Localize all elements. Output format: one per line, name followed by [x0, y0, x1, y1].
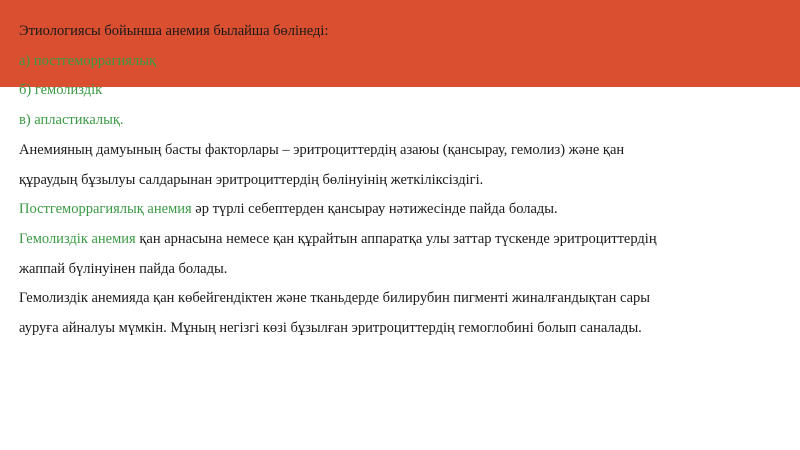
paragraph-factors-line2: құраудың бұзылуы салдарынан эритроциттердің бөлінуінің жеткіліксіздігі.: [19, 171, 484, 188]
paragraph-posthemorrhagic: [19, 195, 784, 225]
list-item-c: в) апластикалық.: [19, 112, 124, 129]
slide-text-body: [19, 17, 784, 344]
paragraph-hemolytic-text: қан арнасына немесе қан құрайтын аппаратқа улы заттар түскенде эритроциттердің: [135, 230, 657, 247]
slide-heading: Этиологиясы бойынша анемия былайша бөлінеді:: [19, 23, 329, 39]
term-hemolytic: Гемолиздік анемия: [19, 230, 136, 247]
paragraph-hemolytic-line1: [19, 225, 784, 255]
paragraph-posthemorrhagic-text: әр түрлі себептерден қансырау нәтижесінде пайда болады.: [191, 201, 558, 218]
term-posthemorrhagic: Постгеморрагиялық анемия: [19, 201, 192, 218]
paragraph-jaundice-line1: Гемолиздік анемияда қан көбейгендіктен және тканьдерде билирубин пигменті жиналғандықтан сары: [19, 290, 651, 307]
paragraph-factors-line1: Анемияның дамуының басты факторлары – эритроциттердің азаюы (қансырау, гемолиз) және қан: [19, 141, 625, 158]
list-item-a: а) постгеморрагиялық: [19, 52, 156, 69]
list-item-b: б) гемолиздік: [19, 82, 103, 99]
paragraph-hemolytic-line2: жаппай бүлінуінен пайда болады.: [19, 260, 228, 277]
paragraph-jaundice-line2: ауруға айналуы мүмкін. Мұның негізгі көзі бұзылған эритроциттердің гемоглобині болып саналады.: [19, 320, 642, 337]
